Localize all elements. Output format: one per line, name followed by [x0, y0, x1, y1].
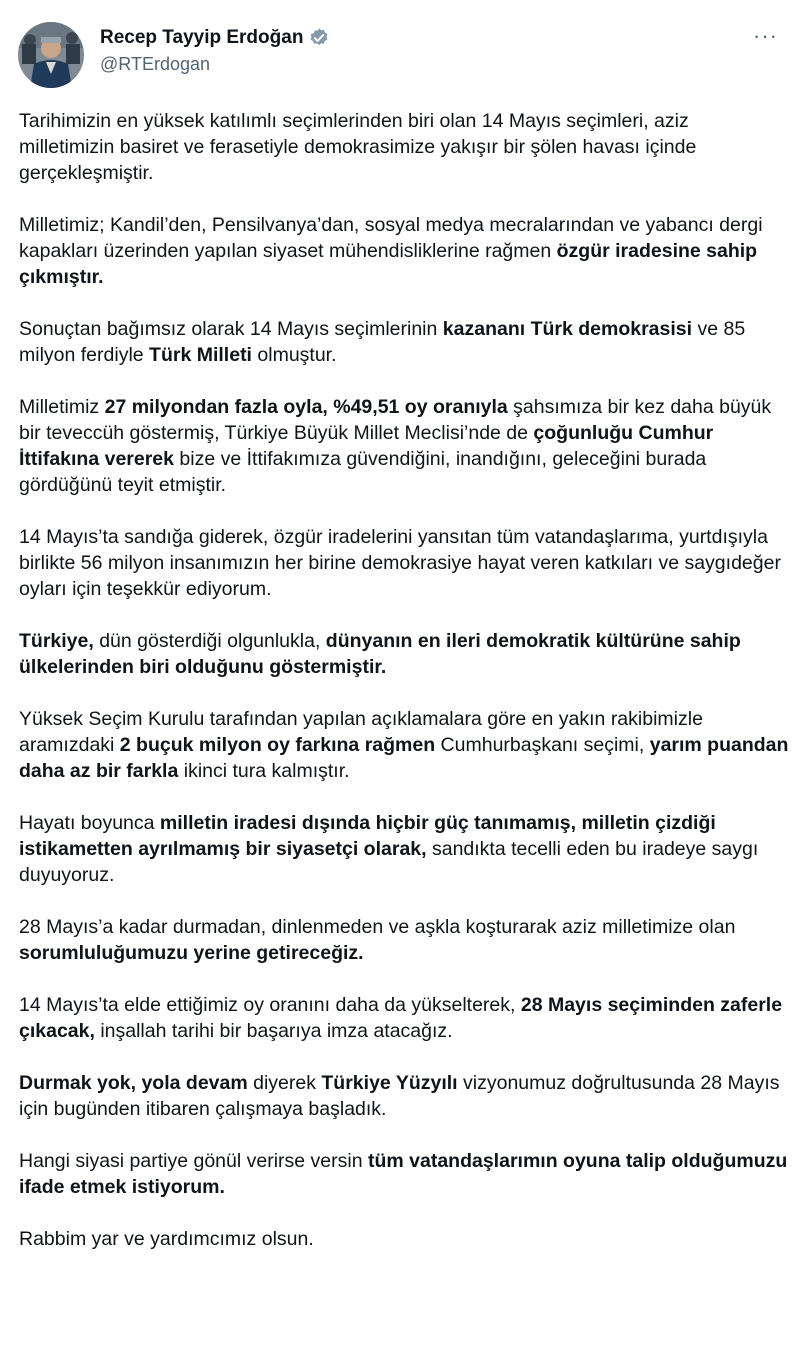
verified-badge-icon[interactable] — [308, 27, 330, 49]
bold-text-segment: kazananı Türk demokrasisi — [442, 318, 693, 340]
text-segment: diyerek — [247, 1072, 322, 1094]
tweet-paragraph — [19, 992, 789, 1044]
text-segment: şahsımıza bir kez daha büyük bir teveccüh göstermiş, Türkiye Büyük Millet Meclisi’nde de — [19, 396, 772, 444]
text-segment: Hangi siyasi partiye gönül verirse versin — [19, 1150, 368, 1172]
text-segment: 14 Mayıs’ta elde ettiğimiz oy oranını daha da yükselterek, — [19, 994, 521, 1016]
text-segment: sandıkta tecelli eden bu iradeye saygı duyuyoruz. — [19, 838, 759, 886]
profile-photo-icon — [18, 22, 84, 88]
bold-text-segment: Türkiye, — [19, 630, 94, 652]
text-segment: vizyonumuz doğrultusunda 28 Mayıs için bugünden itibaren çalışmaya başladık. — [19, 1072, 780, 1120]
tweet-paragraph — [19, 316, 789, 368]
tweet-text — [19, 108, 789, 1278]
bold-text-segment: özgür iradesine sahip çıkmıştır. — [19, 240, 758, 288]
bold-text-segment: yarım puandan daha az bir farkla — [19, 734, 789, 782]
tweet-paragraph — [19, 914, 789, 966]
tweet-paragraph — [19, 628, 789, 680]
text-segment: inşallah tarihi bir başarıya imza atacağız. — [94, 1020, 453, 1042]
text-segment: Yüksek Seçim Kurulu tarafından yapılan açıklamalara göre en yakın rakibimizle aramızdaki — [19, 708, 703, 756]
bold-text-segment: Türk Milleti — [149, 344, 252, 366]
text-segment: 28 Mayıs’a kadar durmadan, dinlenmeden ve aşkla koşturarak aziz milletimize olan — [19, 916, 736, 938]
text-segment: Rabbim yar ve yardımcımız olsun. — [19, 1228, 314, 1250]
bold-text-segment: Türkiye Yüzyılı — [321, 1072, 458, 1094]
tweet-paragraph — [19, 1070, 789, 1122]
bold-text-segment: Durmak yok, yola devam — [19, 1072, 248, 1094]
tweet-paragraph — [19, 1148, 789, 1200]
tweet-header — [18, 20, 788, 90]
author-handle[interactable]: @RTErdogan — [100, 54, 210, 74]
tweet-paragraph — [19, 1226, 789, 1252]
avatar[interactable] — [18, 22, 84, 88]
text-segment: ve 85 milyon ferdiyle — [19, 318, 746, 366]
author-name-row — [100, 26, 330, 50]
bold-text-segment: 2 buçuk milyon oy farkına rağmen — [119, 734, 436, 756]
text-segment: Milletimiz — [19, 396, 105, 418]
tweet-paragraph — [19, 394, 789, 498]
text-segment: Tarihimizin en yüksek katılımlı seçimlerinden biri olan 14 Mayıs seçimleri, aziz milletimizin basiret ve ferasetiyle demokrasimize yakışır bir şölen havası içinde gerçekleşmiştir. — [19, 110, 697, 184]
bold-text-segment: çoğunluğu Cumhur İttifakına vererek — [19, 422, 714, 470]
bold-text-segment: 28 Mayıs seçiminden zaferle çıkacak, — [19, 994, 783, 1042]
text-segment: ikinci tura kalmıştır. — [178, 760, 350, 782]
tweet-paragraph — [19, 524, 789, 602]
author-name[interactable]: Recep Tayyip Erdoğan — [100, 27, 304, 48]
tweet-paragraph — [19, 810, 789, 888]
bold-text-segment: 27 milyondan fazla oyla, %49,51 oy oranıyla — [104, 396, 508, 418]
text-segment: Cumhurbaşkanı seçimi, — [435, 734, 650, 756]
text-segment: Sonuçtan bağımsız olarak 14 Mayıs seçimlerinin — [19, 318, 443, 340]
bold-text-segment: milletin iradesi dışında hiçbir güç tanımamış, milletin çizdiği istikametten ayrılmamış bir siyasetçi olarak, — [19, 812, 716, 860]
more-options-icon[interactable]: ··· — [753, 23, 778, 48]
bold-text-segment: dünyanın en ileri demokratik kültürüne sahip ülkelerinden biri olduğunu göstermiştir. — [19, 630, 741, 678]
text-segment: 14 Mayıs’ta sandığa giderek, özgür iradelerini yansıtan tüm vatandaşlarıma, yurtdışıyla birlikte 56 milyon insanımızın her birine demokrasiye hayat veren katkıları ve saygıdeğer oyları için teşekkür ediyorum. — [19, 526, 781, 600]
tweet-paragraph — [19, 108, 789, 186]
bold-text-segment: sorumluluğumuzu yerine getireceğiz. — [19, 942, 364, 964]
text-segment: bize ve İttifakımıza güvendiğini, inandığını, geleceğini burada gördüğünü teyit etmiştir. — [19, 448, 707, 496]
text-segment: olmuştur. — [251, 344, 337, 366]
text-segment: Milletimiz; Kandil’den, Pensilvanya’dan, sosyal medya mecralarından ve yabancı dergi kapakları üzerinden yapılan siyaset mühendisliklerine rağmen — [19, 214, 763, 262]
tweet-paragraph — [19, 706, 789, 784]
text-segment: dün gösterdiği olgunlukla, — [93, 630, 326, 652]
bold-text-segment: tüm vatandaşlarımın oyuna talip olduğumuzu ifade etmek istiyorum. — [19, 1150, 788, 1198]
tweet-paragraph — [19, 212, 789, 290]
author-info — [100, 26, 330, 76]
text-segment: Hayatı boyunca — [19, 812, 160, 834]
